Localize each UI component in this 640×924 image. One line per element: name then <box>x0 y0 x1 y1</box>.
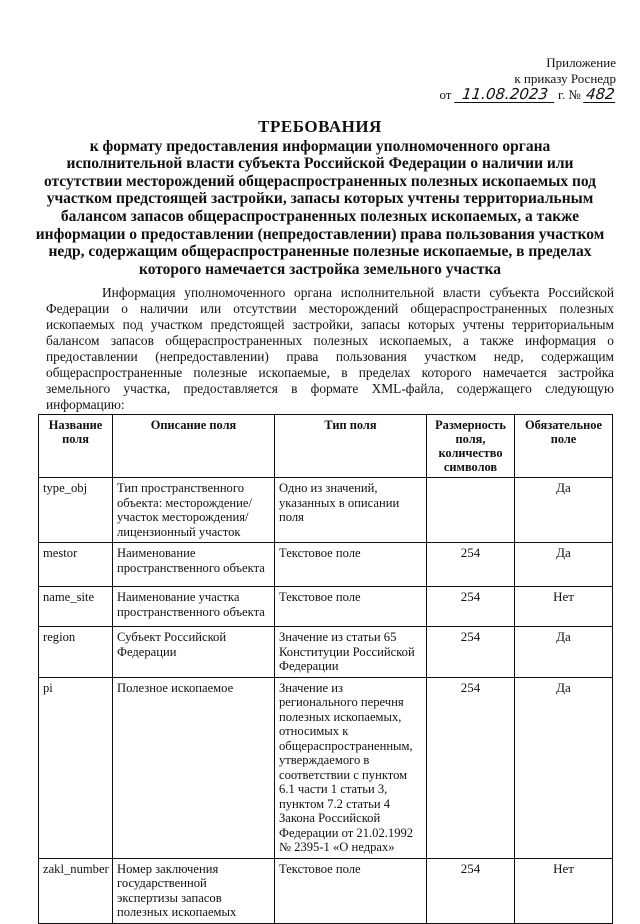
order-date-line <box>416 87 616 103</box>
cell-type: Текстовое поле <box>275 858 427 923</box>
cell-description: Полезное ископаемое <box>113 677 275 858</box>
cell-type: Одно из значений, указанных в описании поля <box>275 478 427 543</box>
cell-size: 254 <box>427 627 515 678</box>
document-title <box>30 118 610 278</box>
cell-name: region <box>39 627 113 678</box>
cell-name: pi <box>39 677 113 858</box>
cell-type: Значение из регионального перечня полезных ископаемых, относимых к общераспространенным, утверждаемого в соответствии с пунктом 6.1 части 1 статьи 3, пунктом 7.2 статьи 4 Закона Российской Федерации от 21.02.1992 № 2395-1 «О недрах» <box>275 677 427 858</box>
from-prefix: от <box>439 87 452 102</box>
cell-required: Нет <box>515 858 613 923</box>
handwritten-number: 482 <box>585 85 616 103</box>
header-field-size: Размерность поля, количество символов <box>427 415 515 478</box>
cell-description: Тип пространственного объекта: месторождение/ участок месторождения/ лицензионный участок <box>113 478 275 543</box>
cell-name: type_obj <box>39 478 113 543</box>
header-field-name: Название поля <box>39 415 113 478</box>
intro-paragraph: Информация уполномоченного органа исполнительной власти субъекта Российской Федерации о наличии или отсутствии месторождений общераспространенных полезных ископаемых под участком предстоящей застройки, запасы которых учтены территориальным балансом запасов общераспространенных полезных ископаемых, а также информация о предоставлении (непредоставлении) права пользования участком недр, содержащим общераспространенные полезные ископаемые, в пределах которого намечается застройка земельного участка, предоставляется в формате XML-файла, содержащего следующую информацию: <box>46 285 614 412</box>
cell-size: 254 <box>427 543 515 587</box>
title-heading: ТРЕБОВАНИЯ <box>258 117 382 136</box>
cell-description: Наименование участка пространственного объекта <box>113 587 275 627</box>
cell-required: Нет <box>515 587 613 627</box>
cell-size: 254 <box>427 677 515 858</box>
header-field-required: Обязательное поле <box>515 415 613 478</box>
fields-table <box>38 414 613 924</box>
cell-required: Да <box>515 677 613 858</box>
cell-type: Текстовое поле <box>275 543 427 587</box>
title-subtitle: к формату предоставления информации уполномоченного органа исполнительной власти субъекта Российской Федерации о наличии или отсутствии месторождений общераспространенных полезных ископаемых под участком предстоящей застройки, запасы которых учтены территориальным балансом запасов общераспространенных полезных ископаемых, а также информации о предоставлении (непредоставлении) права пользования участком недр, содержащим общераспространенные полезные ископаемые, в пределах которого намечается застройка земельного участка <box>35 137 605 278</box>
cell-description: Субъект Российской Федерации <box>113 627 275 678</box>
cell-name: name_site <box>39 587 113 627</box>
cell-required: Да <box>515 543 613 587</box>
table-row <box>39 858 613 923</box>
year-number-label: г. № <box>557 87 581 102</box>
appendix-block <box>416 55 616 103</box>
appendix-label: Приложение <box>546 55 616 70</box>
cell-type: Текстовое поле <box>275 587 427 627</box>
cell-size: 254 <box>427 858 515 923</box>
cell-description: Наименование пространственного объекта <box>113 543 275 587</box>
cell-description: Номер заключения государственной экспертизы запасов полезных ископаемых <box>113 858 275 923</box>
cell-size <box>427 478 515 543</box>
cell-size: 254 <box>427 587 515 627</box>
cell-name: zakl_number <box>39 858 113 923</box>
table-row <box>39 677 613 858</box>
cell-type: Значение из статьи 65 Конституции Российской Федерации <box>275 627 427 678</box>
table-row <box>39 587 613 627</box>
header-field-description: Описание поля <box>113 415 275 478</box>
cell-name: mestor <box>39 543 113 587</box>
handwritten-date: 11.08.2023 <box>454 87 556 103</box>
appendix-order-ref: к приказу Роснедр <box>514 71 616 86</box>
cell-required: Да <box>515 478 613 543</box>
table-row <box>39 627 613 678</box>
table-row <box>39 543 613 587</box>
table-row <box>39 478 613 543</box>
cell-required: Да <box>515 627 613 678</box>
header-field-type: Тип поля <box>275 415 427 478</box>
table-header-row <box>39 415 613 478</box>
